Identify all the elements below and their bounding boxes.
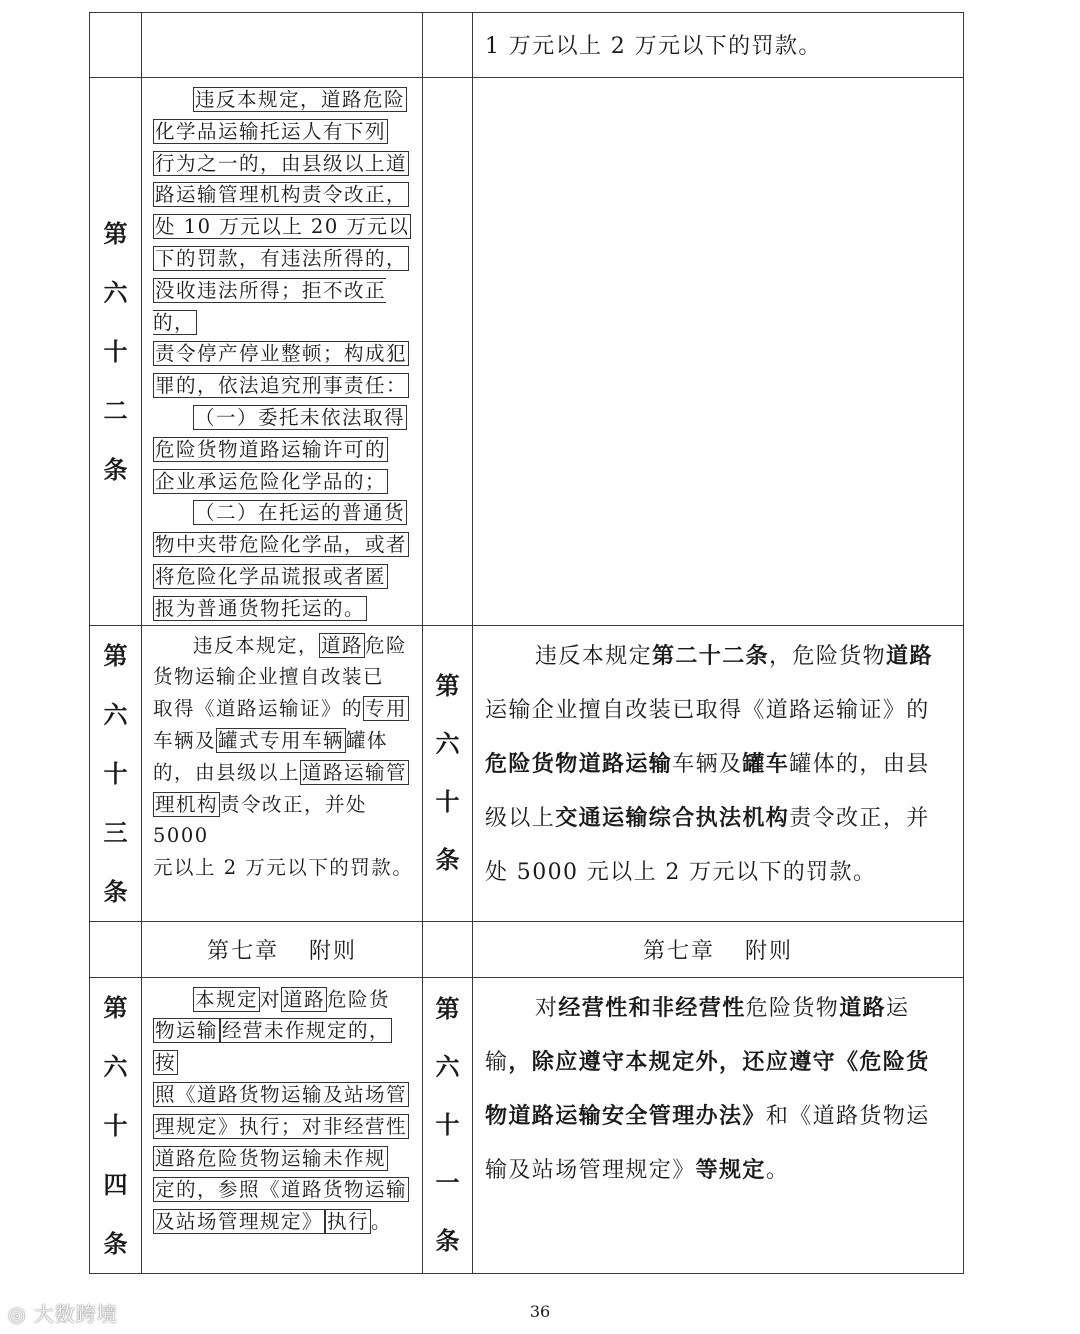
changed-text: ，除应遵守本规定外，还应遵守《危险货物道路运输安全管理办法》 bbox=[485, 1049, 930, 1129]
text-run: 危险 bbox=[365, 633, 408, 657]
text-line: 将危险化学品谎报或者匿 bbox=[155, 564, 387, 588]
label-char: 四 bbox=[103, 1169, 128, 1199]
text-run: 责令改正，并处 5000 bbox=[153, 792, 368, 848]
boxed-text: 理规定》执行；对非经营性 bbox=[155, 1114, 408, 1138]
boxed-text: 理机构 bbox=[155, 792, 219, 816]
article-64-old-text bbox=[142, 977, 423, 1273]
continuation-text: 1 万元以上 2 万元以下的罚款。 bbox=[485, 34, 822, 59]
chapter-title: 附则 bbox=[745, 938, 794, 964]
text-line: 化学品运输托运人有下列 bbox=[155, 119, 387, 143]
article-62-new-text bbox=[473, 78, 964, 626]
label-char: 六 bbox=[435, 1052, 460, 1082]
label-char: 十 bbox=[103, 336, 128, 366]
changed-text: 经营性和非经营性 bbox=[558, 995, 746, 1021]
article-62-new-label bbox=[423, 78, 473, 626]
text-run: 运输企业擅自改装已取得《道路运输证》的 bbox=[485, 697, 930, 723]
old-article-cell bbox=[90, 13, 142, 78]
text-run: 对 bbox=[260, 987, 282, 1011]
text-run: 罐体的，由县级以上 bbox=[485, 751, 930, 831]
article-62-old-text bbox=[142, 78, 423, 626]
boxed-text: 定的，参照《道路货物运输 bbox=[155, 1178, 408, 1202]
text-line: （一）委托未依法取得 bbox=[195, 405, 406, 429]
comparison-table bbox=[89, 12, 964, 1274]
text-line: 物中夹带危险化学品，或者 bbox=[155, 533, 408, 557]
chapter-new-heading bbox=[473, 921, 964, 977]
text-line: （二）在托运的普通货 bbox=[195, 501, 406, 525]
chapter-new-label-cell bbox=[423, 921, 473, 977]
label-char: 六 bbox=[103, 1051, 128, 1081]
text-line: 下的罚款，有违法所得的， bbox=[155, 246, 408, 270]
text-run: 货物运输企业擅自改装已 bbox=[153, 665, 385, 689]
text-run: 车辆及 bbox=[153, 728, 217, 752]
changed-text: 道路 bbox=[886, 643, 933, 669]
label-char: 十 bbox=[103, 1110, 128, 1140]
label-char: 六 bbox=[103, 277, 128, 307]
boxed-text: 道路 bbox=[283, 987, 326, 1011]
text-run: 和《道路货物运输及站场管理规定》 bbox=[485, 1103, 930, 1183]
label-char: 一 bbox=[435, 1168, 460, 1198]
article-64-row bbox=[90, 977, 964, 1273]
boxed-text: 罐式专用车辆 bbox=[218, 728, 345, 752]
chapter-number: 第七章 bbox=[642, 938, 715, 964]
text-line: 危险货物道路运输许可的 bbox=[155, 437, 387, 461]
label-char: 条 bbox=[435, 845, 460, 875]
changed-text: 道路 bbox=[839, 995, 887, 1021]
text-run: 违反本规定 bbox=[535, 643, 653, 669]
chapter-old-label-cell bbox=[90, 921, 142, 977]
new-article-cell bbox=[423, 13, 473, 78]
old-text-cell bbox=[142, 13, 423, 78]
label-char: 十 bbox=[435, 1110, 460, 1140]
text-run: 。 bbox=[371, 1210, 393, 1234]
continuation-row bbox=[90, 13, 964, 78]
text-line: 企业承运危险化学品的； bbox=[155, 469, 387, 493]
article-62-row bbox=[90, 78, 964, 626]
boxed-text: 道路 bbox=[321, 633, 364, 657]
text-line: 没收违法所得；拒不改正的， bbox=[153, 278, 387, 334]
text-run: 对 bbox=[535, 995, 559, 1021]
article-60-new-text bbox=[473, 625, 964, 921]
boxed-text: 专用 bbox=[365, 697, 408, 721]
changed-text: 罐车 bbox=[742, 751, 790, 777]
text-run: 危险货 bbox=[327, 987, 391, 1011]
chapter-title: 附则 bbox=[309, 938, 358, 964]
label-char: 第 bbox=[103, 992, 128, 1022]
boxed-text: 照《道路货物运输及站场管 bbox=[155, 1082, 408, 1106]
boxed-text: 物运输 bbox=[155, 1019, 219, 1043]
text-line: 路运输管理机构责令改正， bbox=[155, 183, 408, 207]
text-line: 违反本规定，道路危险 bbox=[195, 88, 406, 111]
text-run: 的，由县级以上 bbox=[153, 760, 301, 784]
label-char: 条 bbox=[103, 876, 128, 906]
label-char: 十 bbox=[435, 787, 460, 817]
changed-text: 第二十二条 bbox=[652, 643, 770, 669]
logo-icon: ◎ bbox=[8, 1302, 27, 1326]
boxed-text: 本规定 bbox=[195, 987, 259, 1011]
text-line: 责令停产停业整顿；构成犯 bbox=[155, 342, 408, 366]
text-run: 车辆及 bbox=[672, 751, 743, 777]
article-64-label bbox=[90, 977, 142, 1273]
label-char: 条 bbox=[103, 454, 128, 484]
text-run: 危险货物 bbox=[745, 995, 840, 1021]
label-char: 三 bbox=[103, 817, 128, 847]
changed-text: 等规定 bbox=[695, 1157, 766, 1183]
label-char: 六 bbox=[103, 699, 128, 729]
article-61-new-text bbox=[473, 977, 964, 1273]
changed-text: 交通运输综合执法机构 bbox=[555, 805, 790, 831]
article-62-label bbox=[90, 78, 142, 626]
label-char: 六 bbox=[435, 729, 460, 759]
boxed-text: 经营未作规定的， bbox=[222, 1019, 391, 1043]
article-63-row bbox=[90, 625, 964, 921]
article-63-old-text bbox=[142, 625, 423, 921]
text-run: 责令改正，并处 5000 元以上 2 万元以下的罚款。 bbox=[485, 805, 930, 885]
text-run: 取得《道路运输证》的 bbox=[153, 697, 364, 721]
label-char: 十 bbox=[103, 758, 128, 788]
text-run: 运输 bbox=[485, 995, 910, 1075]
text-line: 行为之一的，由县级以上道 bbox=[155, 151, 408, 175]
boxed-text: 按 bbox=[155, 1051, 177, 1075]
chapter-old-heading bbox=[142, 921, 423, 977]
boxed-text: 道路运输管 bbox=[302, 760, 408, 784]
label-char: 条 bbox=[435, 1226, 460, 1256]
boxed-text: 道路危险货物运输未作规 bbox=[155, 1146, 387, 1170]
new-text-cell bbox=[473, 13, 964, 78]
watermark-text: 大数跨境 bbox=[33, 1302, 118, 1326]
label-char: 二 bbox=[103, 395, 128, 425]
text-line: 报为普通货物托运的。 bbox=[155, 596, 366, 620]
text-run: 违反本规定， bbox=[193, 633, 320, 657]
label-char: 第 bbox=[435, 994, 460, 1024]
text-run: ，危险货物 bbox=[769, 643, 887, 669]
text-line: 处 10 万元以上 20 万元以 bbox=[155, 215, 410, 239]
label-char: 第 bbox=[103, 640, 128, 670]
boxed-text: 执行 bbox=[327, 1210, 370, 1234]
text-run: 罐体 bbox=[346, 728, 389, 752]
label-char: 第 bbox=[103, 218, 128, 248]
text-run: 元以上 2 万元以下的罚款。 bbox=[153, 856, 414, 880]
text-line: 罪的，依法追究刑事责任： bbox=[155, 374, 408, 398]
label-char: 条 bbox=[103, 1228, 128, 1258]
article-63-label bbox=[90, 625, 142, 921]
page-number: 36 bbox=[529, 1302, 551, 1321]
changed-text: 危险货物道路运输 bbox=[485, 751, 673, 777]
label-char: 第 bbox=[435, 671, 460, 701]
text-run: 。 bbox=[765, 1157, 790, 1183]
boxed-text: 及站场管理规定》 bbox=[155, 1210, 324, 1234]
chapter-row bbox=[90, 921, 964, 977]
article-61-label bbox=[423, 977, 473, 1273]
article-60-label bbox=[423, 625, 473, 921]
chapter-number: 第七章 bbox=[206, 938, 279, 964]
